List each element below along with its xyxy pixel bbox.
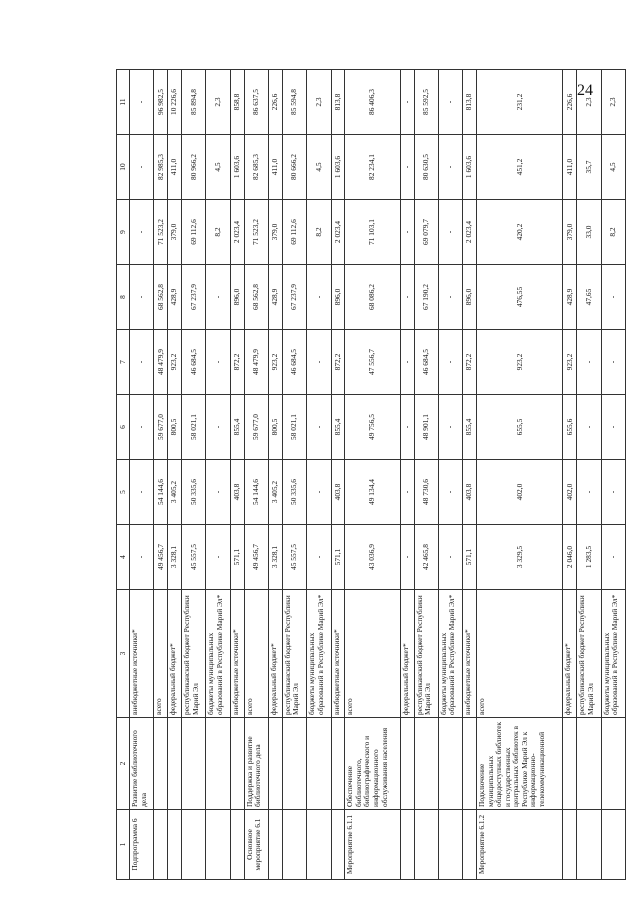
value-cell: 451,2 [477, 135, 563, 200]
value-cell: 67 190,2 [414, 265, 438, 330]
value-cell: 1 283,5 [577, 525, 601, 590]
value-cell: - [400, 460, 414, 525]
item-title-cell: Развитие библиотечного дела [130, 718, 154, 810]
value-cell: 85 592,5 [414, 70, 438, 135]
value-cell: 80 966,2 [182, 135, 206, 200]
table-body [130, 70, 626, 880]
value-cell: 403,8 [230, 460, 244, 525]
value-cell: 82 985,3 [154, 135, 168, 200]
value-cell: - [307, 460, 331, 525]
value-cell: 411,0 [563, 135, 577, 200]
value-cell: - [130, 135, 154, 200]
value-cell: 655,6 [563, 395, 577, 460]
value-cell: 800,5 [268, 395, 282, 460]
item-title-cell [414, 718, 438, 810]
value-cell: 50 335,6 [282, 460, 306, 525]
value-cell: 85 594,8 [282, 70, 306, 135]
value-cell: 226,6 [268, 70, 282, 135]
value-cell: - [206, 265, 230, 330]
item-title-cell [182, 718, 206, 810]
value-cell: 49 134,4 [345, 460, 400, 525]
value-cell: - [438, 525, 462, 590]
value-cell: 8,2 [307, 200, 331, 265]
value-cell: 68 562,8 [244, 265, 268, 330]
value-cell: 46 684,5 [282, 330, 306, 395]
value-cell: 1 603,6 [463, 135, 477, 200]
item-title-cell: Поддержка и развитие библиотечного дела [244, 718, 268, 810]
value-cell: - [577, 460, 601, 525]
value-cell: 2 023,4 [463, 200, 477, 265]
table-row [154, 70, 168, 880]
funding-source-cell: бюджеты муниципальных образований в Республике Марий Эл* [206, 590, 230, 718]
value-cell: - [307, 330, 331, 395]
table-row [400, 70, 414, 880]
budget-table [116, 69, 626, 880]
value-cell: - [400, 135, 414, 200]
value-cell: 46 684,5 [414, 330, 438, 395]
item-title-cell [154, 718, 168, 810]
value-cell: 476,55 [477, 265, 563, 330]
value-cell: 69 112,6 [182, 200, 206, 265]
value-cell: - [130, 395, 154, 460]
funding-source-cell: бюджеты муниципальных образований в Республике Марий Эл* [438, 590, 462, 718]
item-title-cell [282, 718, 306, 810]
value-cell: 58 021,1 [282, 395, 306, 460]
value-cell: 48 730,6 [414, 460, 438, 525]
value-cell: 800,5 [168, 395, 182, 460]
value-cell: 411,0 [168, 135, 182, 200]
value-cell: 4,5 [307, 135, 331, 200]
value-cell: 85 894,8 [182, 70, 206, 135]
funding-source-cell: всего [345, 590, 400, 718]
funding-source-cell: федеральный бюджет* [268, 590, 282, 718]
value-cell: 71 523,2 [154, 200, 168, 265]
table-row [438, 70, 462, 880]
item-code-cell [206, 810, 230, 880]
funding-source-cell: внебюджетные источники* [463, 590, 477, 718]
item-code-cell [463, 810, 477, 880]
value-cell: 4,5 [601, 135, 625, 200]
value-cell: 855,4 [463, 395, 477, 460]
table-row [206, 70, 230, 880]
table-row [130, 70, 154, 880]
value-cell: 47,65 [577, 265, 601, 330]
value-cell: - [206, 460, 230, 525]
item-code-cell [438, 810, 462, 880]
value-cell: 403,8 [331, 460, 345, 525]
column-header: 2 [117, 718, 130, 810]
column-header: 5 [117, 460, 130, 525]
value-cell: 42 465,8 [414, 525, 438, 590]
value-cell: 571,1 [230, 525, 244, 590]
value-cell: 96 982,5 [154, 70, 168, 135]
item-code-cell: Подпрограмма 6 [130, 810, 154, 880]
value-cell: 379,0 [563, 200, 577, 265]
value-cell: 1 603,6 [230, 135, 244, 200]
item-title-cell [307, 718, 331, 810]
item-code-cell [577, 810, 601, 880]
value-cell: - [601, 330, 625, 395]
value-cell: 35,7 [577, 135, 601, 200]
item-code-cell: Основное мероприятие 6.1 [244, 810, 268, 880]
value-cell: 655,5 [477, 395, 563, 460]
value-cell: - [130, 460, 154, 525]
item-title-cell [438, 718, 462, 810]
value-cell: 10 226,6 [168, 70, 182, 135]
column-header: 6 [117, 395, 130, 460]
value-cell: 3 405,2 [268, 460, 282, 525]
value-cell: - [438, 330, 462, 395]
item-code-cell [331, 810, 345, 880]
column-header: 4 [117, 525, 130, 590]
value-cell: 68 086,2 [345, 265, 400, 330]
value-cell: 59 677,0 [244, 395, 268, 460]
value-cell: - [438, 460, 462, 525]
table-row [601, 70, 625, 880]
value-cell: 923,2 [168, 330, 182, 395]
value-cell: 872,2 [230, 330, 244, 395]
funding-source-cell: федеральный бюджет* [563, 590, 577, 718]
value-cell: 571,1 [331, 525, 345, 590]
value-cell: 48 479,9 [154, 330, 168, 395]
funding-source-cell: внебюджетные источники* [331, 590, 345, 718]
value-cell: 48 479,9 [244, 330, 268, 395]
value-cell: - [438, 265, 462, 330]
funding-source-cell: республиканский бюджет Республики Марий Эл [182, 590, 206, 718]
value-cell: - [206, 395, 230, 460]
value-cell: 428,9 [268, 265, 282, 330]
value-cell: 411,0 [268, 135, 282, 200]
item-code-cell: Мероприятие 6.1.2 [477, 810, 563, 880]
value-cell: 54 144,6 [154, 460, 168, 525]
value-cell: 71 523,2 [244, 200, 268, 265]
value-cell: 48 901,1 [414, 395, 438, 460]
value-cell: - [601, 265, 625, 330]
page-number: 24 [577, 82, 593, 99]
column-header: 3 [117, 590, 130, 718]
table-row [307, 70, 331, 880]
value-cell: 402,0 [477, 460, 563, 525]
item-code-cell [601, 810, 625, 880]
value-cell: 43 036,9 [345, 525, 400, 590]
value-cell: - [130, 70, 154, 135]
value-cell: 896,0 [331, 265, 345, 330]
item-title-cell [463, 718, 477, 810]
value-cell: 54 144,6 [244, 460, 268, 525]
value-cell: 923,2 [477, 330, 563, 395]
value-cell: - [601, 525, 625, 590]
funding-source-cell: всего [154, 590, 168, 718]
item-title-cell [563, 718, 577, 810]
value-cell: - [400, 395, 414, 460]
funding-source-cell: всего [244, 590, 268, 718]
item-code-cell [182, 810, 206, 880]
value-cell: 4,5 [206, 135, 230, 200]
value-cell: 86 637,5 [244, 70, 268, 135]
table-row [463, 70, 477, 880]
column-header: 7 [117, 330, 130, 395]
value-cell: 923,2 [563, 330, 577, 395]
table-header-row [117, 70, 130, 880]
column-header: 11 [117, 70, 130, 135]
item-code-cell [168, 810, 182, 880]
value-cell: 33,0 [577, 200, 601, 265]
value-cell: 3 405,2 [168, 460, 182, 525]
value-cell: 67 237,9 [282, 265, 306, 330]
value-cell: 896,0 [230, 265, 244, 330]
item-title-cell: Обеспечение библиотечного, библиографического и информационного обслуживания населения [345, 718, 400, 810]
value-cell: 379,0 [168, 200, 182, 265]
table-row [182, 70, 206, 880]
value-cell: 47 556,7 [345, 330, 400, 395]
value-cell: - [438, 135, 462, 200]
item-title-cell [577, 718, 601, 810]
value-cell: 49 756,5 [345, 395, 400, 460]
value-cell: 69 112,6 [282, 200, 306, 265]
value-cell: 45 557,5 [182, 525, 206, 590]
value-cell: 2,3 [601, 70, 625, 135]
value-cell: 45 557,5 [282, 525, 306, 590]
value-cell: - [400, 265, 414, 330]
value-cell: - [577, 330, 601, 395]
value-cell: 86 406,3 [345, 70, 400, 135]
funding-source-cell: федеральный бюджет* [168, 590, 182, 718]
item-code-cell: Мероприятие 6.1.1 [345, 810, 400, 880]
item-code-cell [282, 810, 306, 880]
value-cell: 71 103,1 [345, 200, 400, 265]
value-cell: 3 328,1 [168, 525, 182, 590]
value-cell: - [400, 70, 414, 135]
value-cell: 855,4 [230, 395, 244, 460]
table-row [414, 70, 438, 880]
item-title-cell [331, 718, 345, 810]
value-cell: 8,2 [601, 200, 625, 265]
item-title-cell [400, 718, 414, 810]
value-cell: 896,0 [463, 265, 477, 330]
value-cell: - [206, 525, 230, 590]
value-cell: 82 234,1 [345, 135, 400, 200]
value-cell: 872,2 [463, 330, 477, 395]
value-cell: - [601, 460, 625, 525]
table-row [282, 70, 306, 880]
funding-source-cell: республиканский бюджет Республики Марий Эл [414, 590, 438, 718]
item-code-cell [307, 810, 331, 880]
value-cell: 402,0 [563, 460, 577, 525]
value-cell: 2 023,4 [331, 200, 345, 265]
value-cell: 428,9 [563, 265, 577, 330]
value-cell: 428,9 [168, 265, 182, 330]
value-cell: 69 079,7 [414, 200, 438, 265]
value-cell: 2,3 [307, 70, 331, 135]
value-cell: 50 335,6 [182, 460, 206, 525]
value-cell: 46 684,5 [182, 330, 206, 395]
item-title-cell [168, 718, 182, 810]
item-code-cell [400, 810, 414, 880]
value-cell: 2,3 [577, 70, 601, 135]
value-cell: 3 329,5 [477, 525, 563, 590]
item-code-cell [563, 810, 577, 880]
value-cell: - [307, 395, 331, 460]
column-header: 1 [117, 810, 130, 880]
value-cell: - [130, 330, 154, 395]
value-cell: - [438, 200, 462, 265]
value-cell: 3 328,1 [268, 525, 282, 590]
column-header: 10 [117, 135, 130, 200]
value-cell: - [601, 395, 625, 460]
value-cell: 231,2 [477, 70, 563, 135]
item-code-cell [414, 810, 438, 880]
table-row [168, 70, 182, 880]
value-cell: 923,2 [268, 330, 282, 395]
value-cell: 420,2 [477, 200, 563, 265]
value-cell: - [206, 330, 230, 395]
value-cell: 858,8 [230, 70, 244, 135]
value-cell: 2,3 [206, 70, 230, 135]
column-header: 9 [117, 200, 130, 265]
value-cell: 80 666,2 [282, 135, 306, 200]
item-title-cell [206, 718, 230, 810]
value-cell: 813,8 [463, 70, 477, 135]
funding-source-cell: бюджеты муниципальных образований в Республике Марий Эл* [307, 590, 331, 718]
funding-source-cell: федеральный бюджет* [400, 590, 414, 718]
funding-source-cell: бюджеты муниципальных образований в Республике Марий Эл* [601, 590, 625, 718]
item-code-cell [230, 810, 244, 880]
value-cell: 80 630,5 [414, 135, 438, 200]
value-cell: - [577, 395, 601, 460]
value-cell: 226,6 [563, 70, 577, 135]
value-cell: - [130, 525, 154, 590]
item-title-cell [268, 718, 282, 810]
value-cell: 872,2 [331, 330, 345, 395]
item-title-cell [230, 718, 244, 810]
funding-source-cell: республиканский бюджет Республики Марий Эл [577, 590, 601, 718]
funding-source-cell: внебюджетные источники* [230, 590, 244, 718]
table-row [577, 70, 601, 880]
table-row [563, 70, 577, 880]
item-title-cell [601, 718, 625, 810]
value-cell: 49 456,7 [244, 525, 268, 590]
value-cell: - [130, 200, 154, 265]
value-cell: 8,2 [206, 200, 230, 265]
funding-source-cell: внебюджетные источники* [130, 590, 154, 718]
table-row [230, 70, 244, 880]
value-cell: - [438, 70, 462, 135]
value-cell: 813,8 [331, 70, 345, 135]
table-row [331, 70, 345, 880]
value-cell: 1 603,6 [331, 135, 345, 200]
value-cell: 2 046,0 [563, 525, 577, 590]
value-cell: 571,1 [463, 525, 477, 590]
table-row [244, 70, 268, 880]
value-cell: 82 685,3 [244, 135, 268, 200]
value-cell: 59 677,0 [154, 395, 168, 460]
item-code-cell [268, 810, 282, 880]
value-cell: 379,0 [268, 200, 282, 265]
funding-source-cell: республиканский бюджет Республики Марий Эл [282, 590, 306, 718]
value-cell: 2 023,4 [230, 200, 244, 265]
funding-source-cell: всего [477, 590, 563, 718]
rotated-table-container [116, 70, 626, 880]
table-row [477, 70, 563, 880]
value-cell: 58 021,1 [182, 395, 206, 460]
value-cell: - [400, 200, 414, 265]
value-cell: - [130, 265, 154, 330]
value-cell: 855,4 [331, 395, 345, 460]
value-cell: - [400, 525, 414, 590]
item-code-cell [154, 810, 168, 880]
value-cell: 68 562,8 [154, 265, 168, 330]
column-header: 8 [117, 265, 130, 330]
table-row [268, 70, 282, 880]
table-row [345, 70, 400, 880]
value-cell: 49 456,7 [154, 525, 168, 590]
item-title-cell: Подключение муниципальных общедоступных библиотек и государственных центральных библиотек в Республике Марий Эл к информационно-телекоммуникационной [477, 718, 563, 810]
value-cell: - [307, 525, 331, 590]
value-cell: 403,8 [463, 460, 477, 525]
value-cell: - [438, 395, 462, 460]
value-cell: 67 237,9 [182, 265, 206, 330]
value-cell: - [307, 265, 331, 330]
value-cell: - [400, 330, 414, 395]
